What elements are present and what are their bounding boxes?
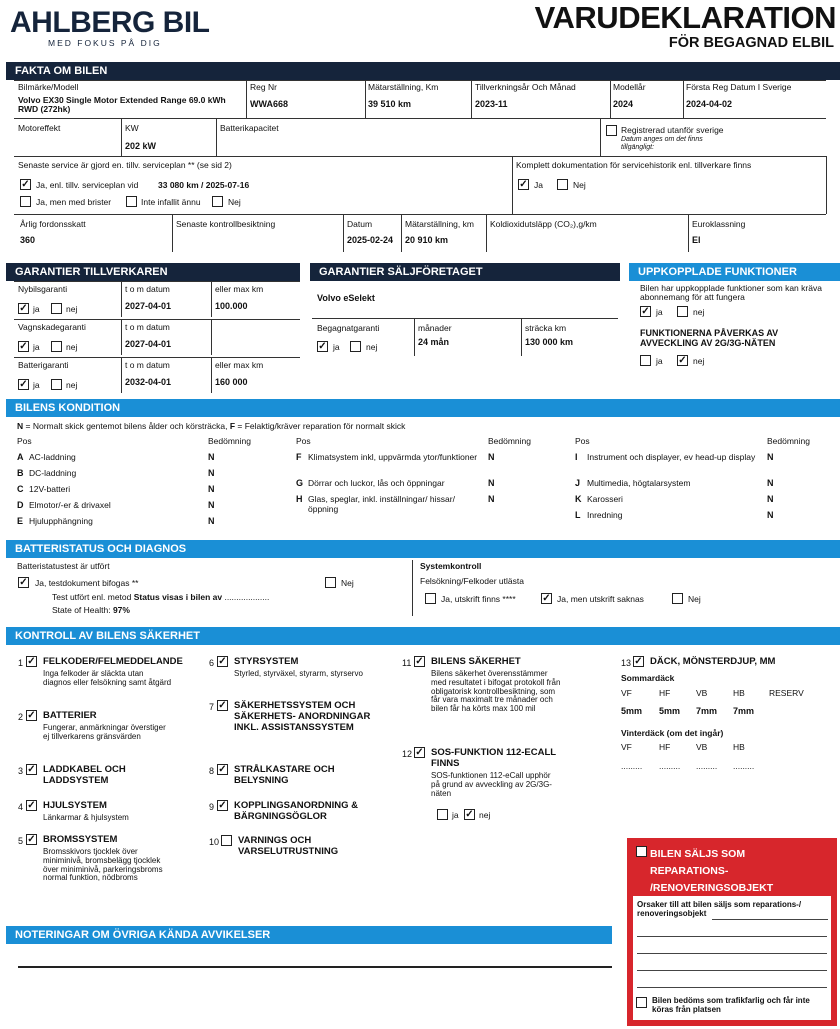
condition-item-text: Elmotor/-er & drivaxel — [29, 500, 111, 510]
condition-rating-header: Bedömning — [208, 436, 252, 446]
fault-read-label: Felsökning/Felkoder utlästa — [420, 576, 524, 586]
winter-tire-col: HB — [733, 742, 745, 752]
safety-item-desc: SOS-funktionen 112-eCall upphör på grund av avveckling av 2G/3G-näten — [431, 771, 552, 798]
docs-no-label: Nej — [573, 180, 586, 190]
summer-tire-col: HB — [733, 688, 745, 698]
condition-item-key: K — [575, 494, 582, 504]
condition-item-rating: N — [208, 516, 215, 526]
safety-item-desc: Styrled, styrväxel, styrarm, styrservo — [234, 669, 363, 678]
used-warranty-nej-label: nej — [366, 342, 378, 352]
connected-q2-nej-label: nej — [693, 356, 705, 366]
safety-item-title: STRÅLKASTARE OCH BELYSNING — [234, 764, 335, 786]
docs-yes-checkbox[interactable]: ✓ — [519, 179, 528, 190]
safety-item-title: BROMSSYSTEM — [43, 834, 118, 845]
gt-row-ja-label: ja — [33, 380, 40, 390]
service-yes-checkbox[interactable]: ✓ — [21, 179, 30, 190]
condition-item-text: Multimedia, högtalarsystem — [587, 478, 691, 488]
co2-label: Koldioxidutsläpp (CO₂),g/km — [490, 219, 597, 229]
gt-row-tom-label: t o m datum — [125, 284, 170, 294]
fault-opt1-checkbox[interactable] — [425, 593, 436, 604]
gt-row-ja-checkbox[interactable]: ✓ — [19, 303, 28, 314]
condition-item-rating: N — [488, 494, 495, 504]
condition-pos-header: Pos — [296, 436, 311, 446]
ecall-nej-checkbox[interactable]: ✓ — [465, 809, 474, 820]
condition-item-key: B — [17, 468, 24, 478]
abroad-label: Registrerad utanför sverige — [621, 125, 724, 135]
safety-item-title: FELKODER/FELMEDDELANDE — [43, 656, 183, 667]
section-header-up: UPPKOPPLADE FUNKTIONER — [629, 263, 840, 281]
kw-value: 202 kW — [125, 141, 157, 151]
gt-row-label: Vagnskadegaranti — [18, 322, 86, 332]
safety-item-number: 1 — [18, 658, 24, 668]
safety-item-number: 10 — [209, 837, 220, 847]
condition-item-key: F — [296, 452, 302, 462]
condition-item-key: C — [17, 484, 24, 494]
docs-label: Komplett dokumentation för servicehistorik enl. tillverkare finns — [516, 160, 752, 170]
safety-item-checkbox[interactable] — [221, 835, 232, 846]
notes-line[interactable] — [18, 966, 612, 968]
condition-item-rating: N — [208, 500, 215, 510]
condition-item-key: G — [296, 478, 304, 488]
summer-tire-col: RESERV — [769, 688, 804, 698]
summer-tire-value: 7mm — [696, 706, 718, 716]
gt-row-nej-label: nej — [66, 304, 78, 314]
safety-item-checkbox[interactable]: ✓ — [415, 656, 424, 667]
reg-label: Reg Nr — [250, 82, 277, 92]
gt-row-nej-checkbox[interactable] — [51, 379, 62, 390]
reg-value: WWA668 — [250, 99, 289, 109]
condition-item-rating: N — [488, 452, 495, 462]
section-header-saf: KONTROLL AV BILENS SÄKERHET — [6, 627, 840, 645]
gt-row-tom-label: t o m datum — [125, 322, 170, 332]
modelyear-value: 2024 — [613, 99, 634, 109]
docs-yes-label: Ja — [534, 180, 543, 190]
condition-item-text: AC-laddning — [29, 452, 76, 462]
condition-item-key: J — [575, 478, 581, 488]
gt-row-ja-label: ja — [33, 304, 40, 314]
model-value: Volvo EX30 Single Motor Extended Range 69.0 kWh RWD (272hk) — [18, 95, 226, 115]
safety-item-checkbox[interactable]: ✓ — [218, 656, 227, 667]
inspect-mileage-label: Mätarställning, km — [405, 219, 474, 229]
safety-item-title: SÄKERHETSSYSTEM OCH SÄKERHETS- ANORDNINGAR INKL. ASSISTANSSYSTEM — [234, 700, 371, 733]
inspect-date-value: 2025-02-24 — [347, 235, 394, 245]
safety-item-title: VARNINGS OCH VARSELUTRUSTNING — [238, 835, 339, 857]
repair-checkbox[interactable] — [636, 846, 647, 857]
safety-item-title: LADDKABEL OCH LADDSYSTEM — [43, 764, 126, 786]
gt-row-nej-checkbox[interactable] — [51, 303, 62, 314]
seller-warranty-name: Volvo eSelekt — [317, 293, 375, 303]
abroad-note: Datum anges om det finns tillgängligt: — [621, 136, 703, 151]
condition-item-text: Inredning — [587, 510, 623, 520]
winter-tire-value: ......... — [733, 761, 755, 771]
docs-no-checkbox[interactable] — [557, 179, 568, 190]
mileage-label: Mätarställning, Km — [368, 82, 439, 92]
winter-tire-col: VF — [621, 742, 632, 752]
safety-item-number: 4 — [18, 802, 24, 812]
page-title: VARUDEKLARATION — [534, 0, 836, 35]
condition-item-text: Dörrar och luckor, lås och öppningar — [308, 478, 445, 488]
condition-item-rating: N — [208, 468, 215, 478]
safety-item-checkbox[interactable]: ✓ — [634, 656, 643, 667]
company-logo: AHLBERG BIL — [10, 6, 210, 39]
condition-item-rating: N — [767, 478, 774, 488]
service-no-label: Nej — [228, 197, 241, 207]
gt-row-nej-label: nej — [66, 380, 78, 390]
section-header-notes: NOTERINGAR OM ÖVRIGA KÄNDA AVVIKELSER — [6, 926, 612, 944]
firstreg-value: 2024-04-02 — [686, 99, 733, 109]
section-header-gs: GARANTIER SÄLJFÖRETAGET — [310, 263, 620, 281]
safety-item-checkbox[interactable]: ✓ — [27, 710, 36, 721]
safety-item-title: DÄCK, MÖNSTERDJUP, MM — [650, 656, 776, 667]
safety-item-checkbox[interactable]: ✓ — [415, 747, 424, 758]
battery-test-no-checkbox[interactable] — [325, 577, 336, 588]
condition-item-text: Karosseri — [587, 494, 623, 504]
summer-tire-col: HF — [659, 688, 671, 698]
safety-item-desc: Bilens säkerhet överensstämmer med resultatet i bifogat protokoll från obligatorisk kontrollbesiktning, som får vara maximalt tre månader och bilen får ha körts max 100 mil — [431, 669, 561, 714]
safety-item-number: 11 — [402, 658, 412, 668]
condition-item-rating: N — [208, 452, 215, 462]
safety-item-number: 9 — [209, 802, 215, 812]
tax-value: 360 — [20, 235, 36, 245]
repair-title: BILEN SÄLJS SOM REPARATIONS- /RENOVERINGSOBJEKT — [650, 848, 774, 894]
battery-method: Test utfört enl. metod Status visas i bilen av ................... — [52, 592, 270, 602]
fault-opt1-label: Ja, utskrift finns **** — [441, 594, 516, 604]
winter-tire-value: ......... — [621, 761, 643, 771]
safety-item-desc: Inga felkoder är släckta utan diagnos eller felsökning samt åtgärd — [43, 669, 172, 687]
safety-item-desc: Bromsskivors tjocklek över miniminivå, bromsbelägg tjocklek över miniminivå, parkeringsbroms normal funktion, nödbroms — [43, 847, 163, 883]
ecall-ja-checkbox[interactable] — [437, 809, 448, 820]
condition-item-key: A — [17, 452, 24, 462]
gt-row-tom-value: 2032-04-01 — [125, 377, 172, 387]
condition-item-key: E — [17, 516, 24, 526]
connected-q1: Bilen har uppkopplade funktioner som kan kräva abonnemang för att fungera — [640, 283, 822, 303]
connected-q2-nej-checkbox[interactable]: ✓ — [678, 355, 687, 366]
connected-q2-ja-checkbox[interactable] — [640, 355, 651, 366]
used-warranty-ja-checkbox[interactable]: ✓ — [318, 341, 327, 352]
condition-rating-header: Bedömning — [488, 436, 532, 446]
fault-opt2-label: Ja, men utskrift saknas — [557, 594, 644, 604]
ecall-ja-label: ja — [452, 810, 459, 820]
dangerous-checkbox[interactable] — [636, 997, 647, 1008]
summer-tire-col: VF — [621, 688, 632, 698]
ecall-nej-label: nej — [479, 810, 491, 820]
motor-label: Motoreffekt — [18, 123, 61, 133]
safety-item-title: HJULSYSTEM — [43, 800, 107, 811]
repair-reason: Orsaker till att bilen säljs som reparations-/ renoveringsobjekt — [637, 900, 802, 918]
safety-item-number: 3 — [18, 766, 24, 776]
section-header-kond: BILENS KONDITION — [6, 399, 840, 417]
winter-tire-value: ......... — [696, 761, 718, 771]
months-label: månader — [418, 323, 452, 333]
system-check-label: Systemkontroll — [420, 561, 482, 571]
section-header-bat: BATTERISTATUS OCH DIAGNOS — [6, 540, 840, 558]
tax-label: Årlig fordonsskatt — [20, 219, 86, 229]
service-label: Senaste service är gjord en. tillv. serviceplan ** (se sid 2) — [18, 160, 232, 170]
page-subtitle: FÖR BEGAGNAD ELBIL — [668, 35, 834, 51]
distance-label: sträcka km — [525, 323, 567, 333]
safety-item-number: 6 — [209, 658, 215, 668]
state-of-health: State of Health: 97% — [52, 605, 130, 615]
safety-item-checkbox[interactable]: ✓ — [27, 834, 36, 845]
made-value: 2023-11 — [475, 99, 508, 109]
inspect-mileage-value: 20 910 km — [405, 235, 449, 245]
condition-item-key: D — [17, 500, 24, 510]
firstreg-label: Första Reg Datum I Sverige — [686, 82, 792, 92]
connected-q1-nej-label: nej — [693, 307, 705, 317]
kw-label: KW — [125, 123, 139, 133]
safety-item-checkbox[interactable]: ✓ — [218, 800, 227, 811]
condition-item-text: DC-laddning — [29, 468, 77, 478]
service-flaws-label: Ja, men med brister — [36, 197, 112, 207]
safety-item-title: KOPPLINGSANORDNING & BÄRGNINGSÖGLOR — [234, 800, 359, 822]
modelyear-label: Modellår — [613, 82, 646, 92]
safety-item-title: BATTERIER — [43, 710, 97, 721]
connected-q1-ja-label: ja — [656, 307, 663, 317]
gt-row-max-value: 100.000 — [215, 301, 248, 311]
summer-tire-value: 5mm — [659, 706, 681, 716]
condition-item-text: Klimatsystem inkl, uppvärmda ytor/funktioner — [308, 452, 478, 462]
connected-q1-nej-checkbox[interactable] — [677, 306, 688, 317]
battery-test-yes-checkbox[interactable]: ✓ — [19, 577, 28, 588]
winter-tire-col: VB — [696, 742, 708, 752]
gt-row-label: Nybilsgaranti — [18, 284, 68, 294]
fault-opt3-label: Nej — [688, 594, 701, 604]
condition-legend: N = Normalt skick gentemot bilens ålder och körsträcka, F = Felaktig/kräver reparation för normalt skick — [17, 421, 406, 431]
safety-item-title: SOS-FUNKTION 112-ECALL FINNS — [431, 747, 556, 769]
gt-row-max-label: eller max km — [215, 360, 264, 370]
gt-row-ja-checkbox[interactable]: ✓ — [19, 379, 28, 390]
used-warranty-label: Begagnatgaranti — [317, 323, 380, 333]
months-value: 24 mån — [418, 337, 450, 347]
condition-item-rating: N — [767, 452, 774, 462]
safety-item-checkbox[interactable]: ✓ — [218, 764, 227, 775]
safety-item-title: STYRSYSTEM — [234, 656, 299, 667]
service-no-checkbox[interactable] — [212, 196, 223, 207]
battery-test-yes-label: Ja, testdokument bifogas ** — [35, 578, 139, 588]
safety-item-checkbox[interactable]: ✓ — [27, 764, 36, 775]
mileage-value: 39 510 km — [368, 99, 412, 109]
gt-row-max-label: eller max km — [215, 284, 264, 294]
safety-item-number: 12 — [402, 749, 413, 759]
distance-value: 130 000 km — [525, 337, 574, 347]
inspect-date-label: Datum — [347, 219, 373, 229]
winter-tire-value: ......... — [659, 761, 681, 771]
battery-capacity-label: Batterikapacitet — [220, 123, 279, 133]
summer-tire-col: VB — [696, 688, 708, 698]
gt-row-tom-label: t o m datum — [125, 360, 170, 370]
safety-item-number: 7 — [209, 702, 215, 712]
euro-label: Euroklassning — [692, 219, 746, 229]
used-warranty-ja-label: ja — [333, 342, 340, 352]
safety-item-checkbox[interactable]: ✓ — [218, 700, 227, 711]
condition-item-rating: N — [208, 484, 215, 494]
summer-tires-label: Sommardäck — [621, 673, 675, 683]
safety-item-number: 13 — [621, 658, 632, 668]
section-header-fakta: FAKTA OM BILEN — [6, 62, 840, 80]
safety-item-checkbox[interactable]: ✓ — [27, 656, 36, 667]
service-value: 33 080 km / 2025-07-16 — [158, 180, 250, 190]
abroad-checkbox[interactable] — [606, 125, 617, 136]
condition-item-text: Hjulupphängning — [29, 516, 93, 526]
model-label: Bilmärke/Modell — [18, 82, 79, 92]
condition-item-rating: N — [767, 494, 774, 504]
summer-tire-value: 7mm — [733, 706, 755, 716]
gt-row-tom-value: 2027-04-01 — [125, 301, 172, 311]
gt-row-nej-label: nej — [66, 342, 78, 352]
condition-item-rating: N — [767, 510, 774, 520]
safety-item-checkbox[interactable]: ✓ — [27, 800, 36, 811]
condition-item-text: 12V-batteri — [29, 484, 71, 494]
gt-row-ja-checkbox[interactable]: ✓ — [19, 341, 28, 352]
used-warranty-nej-checkbox[interactable] — [350, 341, 361, 352]
inspect-label: Senaste kontrollbesiktning — [176, 219, 276, 229]
gt-row-tom-value: 2027-04-01 — [125, 339, 172, 349]
condition-item-rating: N — [488, 478, 495, 488]
gt-row-max-value: 160 000 — [215, 377, 248, 387]
gt-row-label: Batterigaranti — [18, 360, 69, 370]
battery-test-label: Batteristatustest är utfört — [17, 561, 110, 571]
service-yes-label: Ja, enl. tillv. serviceplan vid — [36, 180, 139, 190]
condition-pos-header: Pos — [575, 436, 590, 446]
section-header-gt: GARANTIER TILLVERKAREN — [6, 263, 300, 281]
gt-row-ja-label: ja — [33, 342, 40, 352]
safety-item-number: 5 — [18, 836, 24, 846]
connected-q2-ja-label: ja — [656, 356, 663, 366]
service-notyet-checkbox[interactable] — [126, 196, 137, 207]
condition-item-text: Instrument och displayer, ev head-up display — [587, 452, 756, 462]
safety-item-number: 8 — [209, 766, 215, 776]
condition-item-key: H — [296, 494, 303, 504]
condition-pos-header: Pos — [17, 436, 32, 446]
condition-item-key: I — [575, 452, 578, 462]
safety-item-title: BILENS SÄKERHET — [431, 656, 521, 667]
safety-item-desc: Länkarmar & hjulsystem — [43, 813, 129, 822]
winter-tires-label: Vinterdäck (om det ingår) — [621, 728, 724, 738]
winter-tire-col: HF — [659, 742, 671, 752]
fault-opt2-checkbox[interactable]: ✓ — [542, 593, 551, 604]
condition-item-key: L — [575, 510, 581, 520]
dangerous-label: Bilen bedöms som trafikfarlig och får inte köras från platsen — [652, 996, 810, 1014]
service-flaws-checkbox[interactable] — [20, 196, 31, 207]
made-label: Tillverkningsår Och Månad — [475, 82, 576, 92]
gt-row-nej-checkbox[interactable] — [51, 341, 62, 352]
safety-item-desc: Fungerar, anmärkningar överstiger ej tillverkarens gränsvärden — [43, 723, 166, 741]
safety-item-number: 2 — [18, 712, 24, 722]
fault-opt3-checkbox[interactable] — [672, 593, 683, 604]
connected-q1-ja-checkbox[interactable]: ✓ — [641, 306, 650, 317]
service-notyet-label: Inte infallit ännu — [141, 197, 201, 207]
condition-item-text: Glas, speglar, inkl. inställningar/ hissar/öppning — [308, 494, 455, 514]
battery-test-no-label: Nej — [341, 578, 354, 588]
connected-q2: FUNKTIONERNA PÅVERKAS AV AVVECKLING AV 2G/3G-NÄTEN — [640, 328, 779, 349]
company-tagline: MED FOKUS PÅ DIG — [48, 38, 162, 48]
euro-value: El — [692, 235, 701, 245]
condition-rating-header: Bedömning — [767, 436, 811, 446]
summer-tire-value: 5mm — [621, 706, 643, 716]
